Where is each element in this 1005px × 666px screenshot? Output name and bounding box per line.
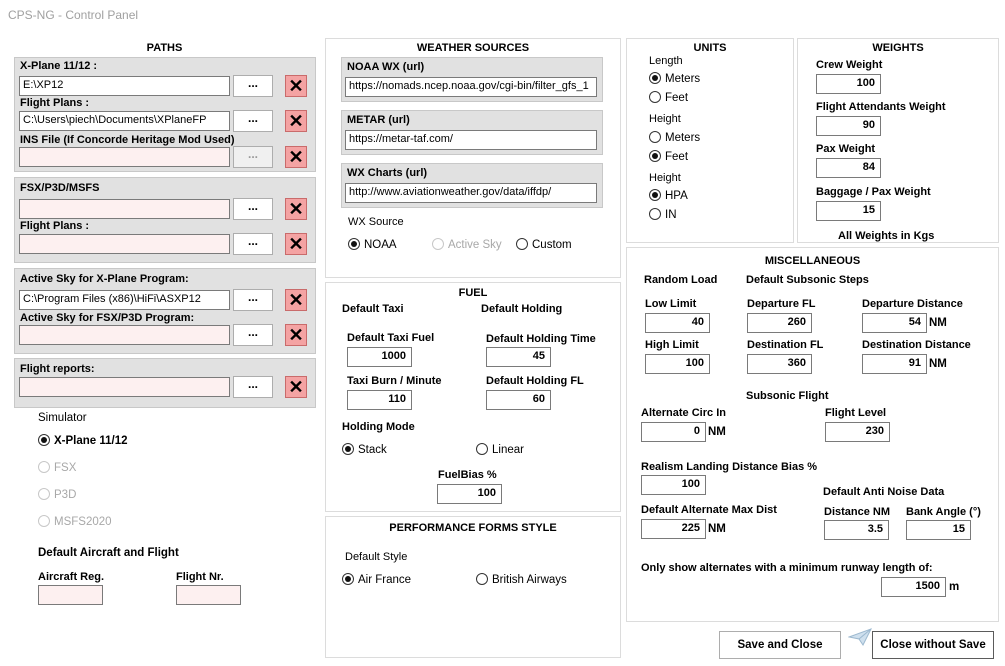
simulator-label: Simulator bbox=[38, 412, 87, 424]
baggage-weight-label: Baggage / Pax Weight bbox=[816, 186, 931, 198]
aircraft-reg-field[interactable] bbox=[38, 585, 103, 605]
flight-nr-field[interactable] bbox=[176, 585, 241, 605]
hold-mode-label: Holding Mode bbox=[342, 421, 415, 433]
alt-max-label: Default Alternate Max Dist bbox=[641, 504, 777, 516]
dest-dist-label: Destination Distance bbox=[862, 339, 971, 351]
sim-p3d-radio: P3D bbox=[38, 488, 76, 501]
close-without-save-button[interactable]: Close without Save bbox=[872, 631, 994, 659]
radio-selected-icon bbox=[649, 72, 661, 84]
xplane-fp-label: Flight Plans : bbox=[20, 97, 90, 109]
fsx-fp-label: Flight Plans : bbox=[20, 220, 90, 232]
hold-time-label: Default Holding Time bbox=[486, 333, 596, 345]
hold-time-field[interactable]: 45 bbox=[486, 347, 551, 367]
fsx-fp-field[interactable] bbox=[19, 234, 230, 254]
as-fsx-clear-icon[interactable]: ✕ bbox=[285, 324, 307, 346]
length-meters-radio[interactable]: Meters bbox=[649, 72, 700, 85]
fsx-path-field[interactable] bbox=[19, 199, 230, 219]
taxi-burn-field[interactable]: 110 bbox=[347, 390, 412, 410]
flight-level-field[interactable]: 230 bbox=[825, 422, 890, 442]
default-style-label: Default Style bbox=[345, 551, 408, 563]
hold-linear-radio[interactable]: Linear bbox=[476, 443, 524, 456]
xplane-fp-clear-icon[interactable]: ✕ bbox=[285, 110, 307, 132]
window-title: CPS-NG - Control Panel bbox=[8, 8, 139, 22]
noaa-url-field[interactable]: https://nomads.ncep.noaa.gov/cgi-bin/filter_gfs_1 bbox=[345, 77, 597, 97]
radio-icon bbox=[38, 488, 50, 500]
length-label: Length bbox=[649, 55, 683, 67]
style-airfrance-radio[interactable]: Air France bbox=[342, 573, 411, 586]
hold-fl-label: Default Holding FL bbox=[486, 375, 584, 387]
height-label: Height bbox=[649, 113, 681, 125]
radio-selected-icon bbox=[342, 573, 354, 585]
pax-weight-field[interactable]: 84 bbox=[816, 158, 881, 178]
ins-field[interactable] bbox=[19, 147, 230, 167]
bank-angle-label: Bank Angle (°) bbox=[906, 506, 981, 518]
crew-weight-field[interactable]: 100 bbox=[816, 74, 881, 94]
low-limit-field[interactable]: 40 bbox=[645, 313, 710, 333]
distance-nm-field[interactable]: 3.5 bbox=[824, 520, 889, 540]
fsx-label: FSX/P3D/MSFS bbox=[20, 182, 100, 194]
as-xp-clear-icon[interactable]: ✕ bbox=[285, 289, 307, 311]
dest-fl-field[interactable]: 360 bbox=[747, 354, 812, 374]
performance-panel bbox=[325, 516, 621, 658]
as-xp-label: Active Sky for X-Plane Program: bbox=[20, 273, 189, 285]
noaa-label: NOAA WX (url) bbox=[347, 61, 425, 73]
flight-nr-label: Flight Nr. bbox=[176, 571, 224, 583]
xplane-label: X-Plane 11/12 : bbox=[20, 60, 98, 72]
xplane-fp-browse-button[interactable]: ... bbox=[233, 110, 273, 132]
aircraft-reg-label: Aircraft Reg. bbox=[38, 571, 105, 583]
pax-weight-label: Pax Weight bbox=[816, 143, 876, 155]
radio-selected-icon bbox=[649, 150, 661, 162]
wx-activesky-radio: Active Sky bbox=[432, 238, 502, 251]
as-xp-field[interactable]: C:\Program Files (x86)\HiFi\ASXP12 bbox=[19, 290, 230, 310]
ins-browse-button: ... bbox=[233, 146, 273, 168]
reports-browse-button[interactable]: ... bbox=[233, 376, 273, 398]
reports-label: Flight reports: bbox=[20, 363, 95, 375]
radio-selected-icon bbox=[38, 434, 50, 446]
style-ba-radio[interactable]: British Airways bbox=[476, 573, 567, 586]
hold-fl-field[interactable]: 60 bbox=[486, 390, 551, 410]
length-feet-radio[interactable]: Feet bbox=[649, 91, 688, 104]
dep-fl-field[interactable]: 260 bbox=[747, 313, 812, 333]
high-limit-field[interactable]: 100 bbox=[645, 354, 710, 374]
save-and-close-button[interactable]: Save and Close bbox=[719, 631, 841, 659]
realism-field[interactable]: 100 bbox=[641, 475, 706, 495]
distance-nm-label: Distance NM bbox=[824, 506, 891, 518]
low-limit-label: Low Limit bbox=[645, 298, 697, 310]
charts-label: WX Charts (url) bbox=[347, 167, 428, 179]
xplane-clear-icon[interactable]: ✕ bbox=[285, 75, 307, 97]
as-fsx-browse-button[interactable]: ... bbox=[233, 324, 273, 346]
taxi-fuel-field[interactable]: 1000 bbox=[347, 347, 412, 367]
pressure-hpa-radio[interactable]: HPA bbox=[649, 189, 688, 202]
wx-custom-radio[interactable]: Custom bbox=[516, 238, 572, 251]
fuelbias-label: FuelBias % bbox=[438, 469, 497, 481]
dep-dist-label: Departure Distance bbox=[862, 298, 963, 310]
fa-weight-label: Flight Attendants Weight bbox=[816, 101, 946, 113]
sim-xplane-radio[interactable]: X-Plane 11/12 bbox=[38, 434, 128, 447]
alt-circ-field[interactable]: 0 bbox=[641, 422, 706, 442]
pressure-in-radio[interactable]: IN bbox=[649, 208, 677, 221]
dep-dist-unit: NM bbox=[929, 317, 947, 329]
radio-icon bbox=[516, 238, 528, 250]
runway-label: Only show alternates with a minimum runway length of: bbox=[641, 562, 933, 574]
weather-header: WEATHER SOURCES bbox=[416, 42, 530, 54]
radio-icon bbox=[38, 515, 50, 527]
dep-fl-label: Departure FL bbox=[747, 298, 816, 310]
high-limit-label: High Limit bbox=[645, 339, 699, 351]
radio-icon bbox=[476, 443, 488, 455]
metar-url-field[interactable]: https://metar-taf.com/ bbox=[345, 130, 597, 150]
alt-max-unit: NM bbox=[708, 523, 726, 535]
paths-header: PATHS bbox=[146, 42, 183, 54]
height-meters-radio[interactable]: Meters bbox=[649, 131, 700, 144]
paper-plane-icon bbox=[848, 628, 872, 646]
crew-weight-label: Crew Weight bbox=[816, 59, 883, 71]
radio-icon bbox=[649, 208, 661, 220]
alt-circ-label: Alternate Circ In bbox=[641, 407, 726, 419]
alt-max-field[interactable]: 225 bbox=[641, 519, 706, 539]
taxi-burn-label: Taxi Burn / Minute bbox=[347, 375, 442, 387]
alt-circ-unit: NM bbox=[708, 426, 726, 438]
dest-fl-label: Destination FL bbox=[747, 339, 824, 351]
as-fsx-field[interactable] bbox=[19, 325, 230, 345]
bank-angle-field[interactable]: 15 bbox=[906, 520, 971, 540]
sim-fsx-radio: FSX bbox=[38, 461, 76, 474]
radio-selected-icon bbox=[348, 238, 360, 250]
default-aircraft-label: Default Aircraft and Flight bbox=[38, 547, 179, 559]
fsx-fp-browse-button[interactable]: ... bbox=[233, 233, 273, 255]
radio-icon bbox=[649, 131, 661, 143]
radio-selected-icon bbox=[342, 443, 354, 455]
wx-noaa-radio[interactable]: NOAA bbox=[348, 238, 397, 251]
taxi-header: Default Taxi bbox=[342, 303, 404, 315]
wx-source-label: WX Source bbox=[348, 216, 404, 228]
metar-label: METAR (url) bbox=[347, 114, 410, 126]
radio-icon bbox=[649, 91, 661, 103]
fsx-clear-icon[interactable]: ✕ bbox=[285, 198, 307, 220]
realism-label: Realism Landing Distance Bias % bbox=[641, 461, 818, 473]
fsx-browse-button[interactable]: ... bbox=[233, 198, 273, 220]
radio-selected-icon bbox=[649, 189, 661, 201]
reports-clear-icon[interactable]: ✕ bbox=[285, 376, 307, 398]
dep-dist-field[interactable]: 54 bbox=[862, 313, 927, 333]
anti-noise-label: Default Anti Noise Data bbox=[823, 486, 945, 498]
subsonic-steps-label: Default Subsonic Steps bbox=[746, 274, 869, 286]
ins-label: INS File (If Concorde Heritage Mod Used) bbox=[20, 134, 235, 146]
reports-field[interactable] bbox=[19, 377, 230, 397]
xplane-fp-field[interactable]: C:\Users\piech\Documents\XPlaneFP bbox=[19, 111, 230, 131]
as-xp-browse-button[interactable]: ... bbox=[233, 289, 273, 311]
dest-dist-unit: NM bbox=[929, 358, 947, 370]
random-load-label: Random Load bbox=[644, 274, 718, 286]
fuel-header: FUEL bbox=[458, 287, 488, 299]
xplane-browse-button[interactable]: ... bbox=[233, 75, 273, 97]
subsonic-flight-label: Subsonic Flight bbox=[746, 390, 829, 402]
misc-header: MISCELLANEOUS bbox=[764, 255, 861, 267]
radio-icon bbox=[476, 573, 488, 585]
charts-url-field[interactable]: http://www.aviationweather.gov/data/iffdp/ bbox=[345, 183, 597, 203]
pressure-label: Height bbox=[649, 172, 681, 184]
radio-icon bbox=[432, 238, 444, 250]
height-feet-radio[interactable]: Feet bbox=[649, 150, 688, 163]
radio-icon bbox=[38, 461, 50, 473]
fuelbias-field[interactable]: 100 bbox=[437, 484, 502, 504]
weights-note: All Weights in Kgs bbox=[838, 230, 935, 242]
baggage-weight-field[interactable]: 15 bbox=[816, 201, 881, 221]
holding-header: Default Holding bbox=[481, 303, 563, 315]
ins-clear-icon[interactable]: ✕ bbox=[285, 146, 307, 168]
runway-unit: m bbox=[949, 581, 960, 593]
performance-header: PERFORMANCE FORMS STYLE bbox=[389, 522, 557, 534]
as-fsx-label: Active Sky for FSX/P3D Program: bbox=[20, 312, 195, 324]
xplane-path-field[interactable]: E:\XP12 bbox=[19, 76, 230, 96]
taxi-fuel-label: Default Taxi Fuel bbox=[347, 332, 435, 344]
units-header: UNITS bbox=[693, 42, 727, 54]
dest-dist-field[interactable]: 91 bbox=[862, 354, 927, 374]
runway-field[interactable]: 1500 bbox=[881, 577, 946, 597]
weights-header: WEIGHTS bbox=[872, 42, 924, 54]
sim-msfs-radio: MSFS2020 bbox=[38, 515, 112, 528]
hold-stack-radio[interactable]: Stack bbox=[342, 443, 387, 456]
fsx-fp-clear-icon[interactable]: ✕ bbox=[285, 233, 307, 255]
flight-level-label: Flight Level bbox=[825, 407, 887, 419]
fa-weight-field[interactable]: 90 bbox=[816, 116, 881, 136]
